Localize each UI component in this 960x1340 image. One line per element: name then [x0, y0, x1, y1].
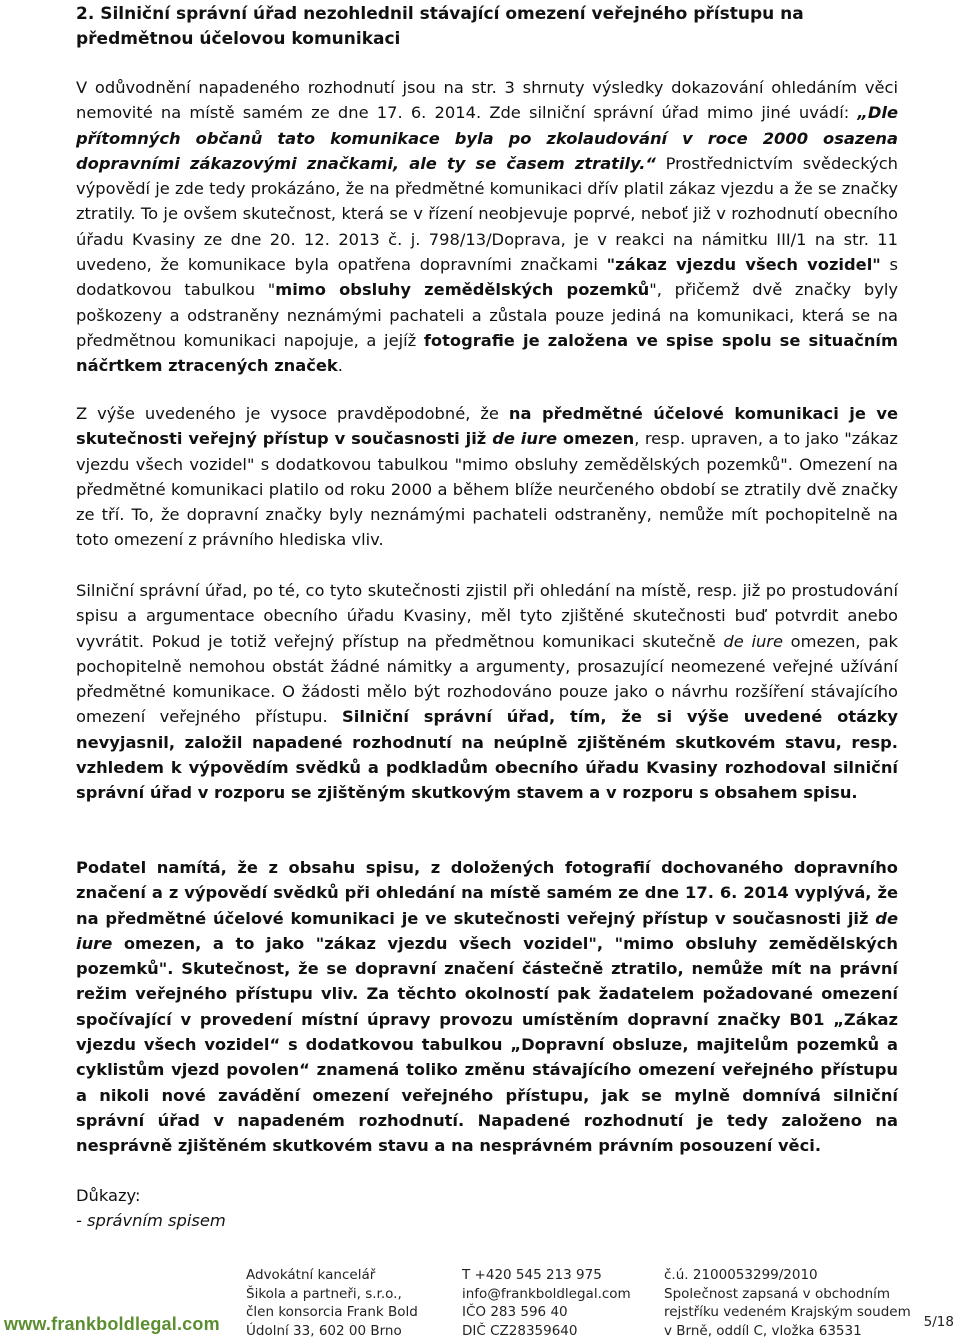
footer-line: Údolní 33, 602 00 Brno — [246, 1322, 402, 1339]
text-run: , resp. upraven, a to jako "zákaz vjezdu všech vozidel" s dodatkovou tabulkou "mimo obsluhy zemědělských pozemků". Omezení na předmětné komunikaci platilo od roku 2000 a během blíže neurčeného období se ztratily dvě značky ze tří. To, že dopravní značky byly neznámými pachateli odstraněny, nemůže mít pochopitelně na toto omezení z právního hlediska vliv. — [76, 429, 898, 550]
footer-line: T +420 545 213 975 — [462, 1267, 602, 1283]
footer-line: Společnost zapsaná v obchodním — [664, 1285, 891, 1302]
text-run: fotografie je založena ve spise spolu se situačním náčrtkem ztracených značek — [76, 330, 898, 376]
text-run: s dodatkovou tabulkou " — [76, 255, 898, 300]
footer-line: člen konsorcia Frank Bold — [246, 1304, 418, 1320]
footer-registry-info — [664, 1266, 911, 1340]
text-run: Z výše uvedeného je vysoce pravděpodobné, že — [76, 404, 509, 423]
text-run: "zákaz vjezdu všech vozidel" — [606, 255, 881, 275]
text-run: Silniční správní úřad, tím, že si výše uvedené otázky nevyjasnil, založil napadené rozhodnutí na neúplně zjištěném skutkovém stavu, resp. vzhledem k výpovědím svědků a podkladům obecního úřadu Kvasiny rozhodoval silniční správní úřad v rozporu se zjištěným skutkovým stavem a v rozporu s obsahem spisu. — [76, 707, 899, 803]
text-run: omezen, a to jako "zákaz vjezdu všech vozidel", "mimo obsluhy zemědělských pozemků". Skutečnost, že se dopravní značení částečně ztratilo, nemůže mít na právní režim veřejného přístupu vliv. Za těchto okolností pak žadatelem požadované omezení spočívající v provedení místní úpravy provozu umístěním dopravní značky B01 „Zákaz vjezdu všech vozidel“ s dodatkovou tabulkou „Dopravní obsluze, majitelům pozemků a cyklistům vjezd povolen“ znamená toliko změnu stávajícího omezení veřejného přístupu a nikoli nové zavádění omezení veřejného přístupu, jak se mylně domnívá silniční správní úřad v napadeném rozhodnutí. Napadené rozhodnutí je tedy založeno na nesprávně zjištěném skutkovém stavu a na nesprávném právním posouzení věci. — [76, 933, 898, 1156]
text-run: omezen — [557, 429, 635, 449]
text-run: mimo obsluhy zemědělských pozemků — [275, 280, 650, 300]
evidence-item: - správním spisem — [76, 1211, 226, 1231]
footer-website-link[interactable]: www.frankboldlegal.com — [4, 1314, 220, 1334]
footer-contact-info — [462, 1266, 631, 1340]
footer-line: IČO 283 596 40 — [462, 1304, 568, 1320]
page-footer — [0, 1262, 960, 1340]
footer-line: rejstříku vedeném Krajským soudem — [664, 1304, 911, 1320]
evidence-block — [76, 1183, 226, 1234]
page-number: 5/18 — [923, 1314, 954, 1330]
evidence-label: Důkazy: — [76, 1186, 141, 1205]
paragraph-2 — [76, 401, 898, 553]
text-run: na předmětné účelové komunikaci je ve skutečnosti veřejný přístup v současnosti již — [76, 404, 898, 449]
paragraph-4 — [76, 855, 898, 1159]
footer-line: v Brně, oddíl C, vložka 63531 — [664, 1322, 862, 1339]
text-run: Silniční správní úřad, po té, co tyto skutečnosti zjistil při ohledání na místě, resp. již po prostudování spisu a argumentace obecního úřadu Kvasiny, měl tyto zjištěné skutečnosti buď potvrdit anebo vyvrátit. Pokud je totiž veřejný přístup na předmětnou komunikaci skutečně — [76, 581, 898, 651]
footer-line: DIČ CZ28359640 — [462, 1322, 578, 1339]
text-run: de iure — [723, 631, 783, 651]
footer-email[interactable]: info@frankboldlegal.com — [462, 1285, 631, 1302]
text-run: ", přičemž dvě značky byly poškozeny a odstraněny neznámými pachateli a zůstala pouze jediná na komunikaci, která se na předmětnou komunikaci napojuje, a jejíž — [76, 280, 898, 350]
text-run: „Dle přítomných občanů tato komunikace byla po zkolaudování v roce 2000 osazena dopravními zákazovými značkami, ale ty se časem ztratily.“ — [76, 103, 898, 173]
text-run: Podatel namítá, že z obsahu spisu, z doložených fotografií dochovaného dopravního značení a z výpovědí svědků při ohledání na místě samém ze dne 17. 6. 2014 vyplývá, že na předmětné účelové komunikaci je ve skutečnosti veřejný přístup v současnosti již — [76, 858, 898, 928]
text-run: de iure — [492, 429, 558, 449]
footer-line: Šikola a partneři, s.r.o., — [246, 1285, 402, 1302]
text-run: omezen, pak pochopitelně nemohou obstát žádné námitky a argumenty, prosazující neomezené veřejné užívání předmětné komunikace. O žádosti mělo být rozhodováno pouze jako o návrhu rozšíření stávajícího omezení veřejného přístupu. — [76, 631, 898, 727]
text-run: Prostřednictvím svědeckých výpovědí je zde tedy prokázáno, že na předmětné komunikaci dřív platil zákaz vjezdu a že se značky ztratily. To je ovšem skutečnost, která se v řízení neobjevuje poprvé, neboť již v rozhodnutí obecního úřadu Kvasiny ze dne 20. 12. 2013 č. j. 798/13/Doprava, je v reakci na námitku III/1 na str. 11 uvedeno, že komunikace byla opatřena dopravními značkami — [76, 153, 899, 275]
footer-line: Advokátní kancelář — [246, 1267, 376, 1283]
text-run: de iure — [76, 908, 898, 953]
paragraph-1 — [76, 75, 898, 379]
footer-company-info — [246, 1266, 418, 1340]
footer-line: č.ú. 2100053299/2010 — [664, 1267, 818, 1283]
paragraph-3 — [76, 578, 898, 806]
section-heading: 2. Silniční správní úřad nezohlednil stávající omezení veřejného přístupu na předmětnou účelovou komunikaci — [76, 4, 804, 49]
text-run: V odůvodnění napadeného rozhodnutí jsou na str. 3 shrnuty výsledky dokazování ohledáním věci nemovité na místě samém ze dne 17. 6. 2014. Zde silniční správní úřad mimo jiné uvádí: — [76, 78, 898, 123]
text-run: . — [337, 356, 343, 376]
